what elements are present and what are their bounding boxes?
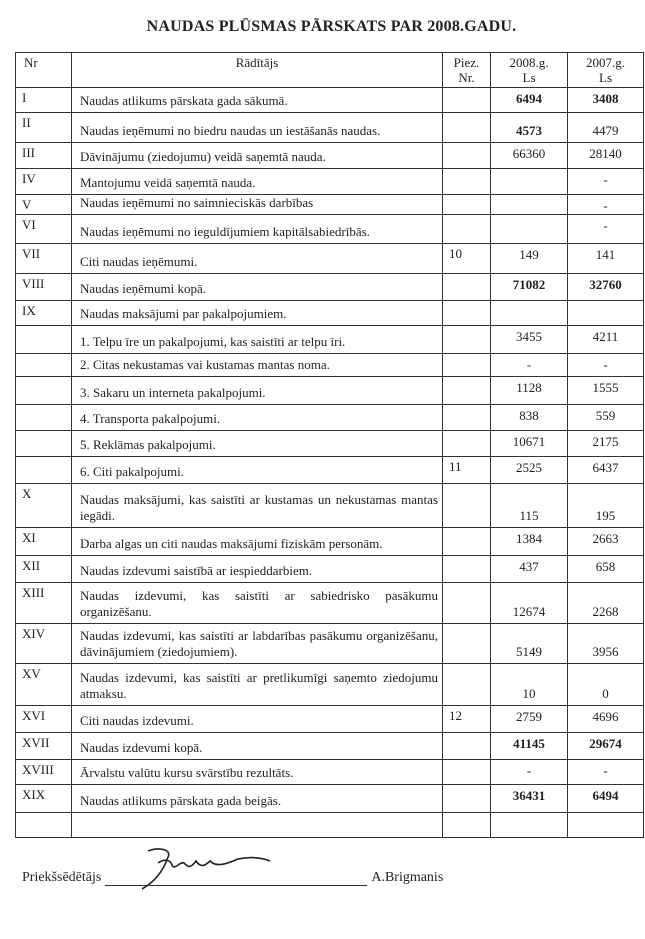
- row-note: [443, 813, 491, 838]
- value-2008: [491, 195, 568, 215]
- row-number: VIII: [16, 274, 72, 301]
- table-row: [16, 113, 644, 143]
- row-number: VI: [16, 215, 72, 244]
- value-2007: -: [568, 215, 644, 244]
- table-row: [16, 377, 644, 405]
- row-number: III: [16, 143, 72, 169]
- table-row: [16, 624, 644, 664]
- row-number: XIX: [16, 785, 72, 813]
- row-description: Naudas ieņēmumi kopā.: [72, 274, 443, 301]
- value-2008: 149: [491, 244, 568, 274]
- header-2008-line1: 2008.g.: [509, 55, 549, 70]
- value-2008: 5149: [491, 624, 568, 664]
- row-number: II: [16, 113, 72, 143]
- signature-underline: [105, 871, 367, 886]
- value-2007: [568, 813, 644, 838]
- signature-line: [22, 870, 443, 886]
- value-2008: 4573: [491, 113, 568, 143]
- row-note: 12: [443, 706, 491, 733]
- value-2008: 10: [491, 664, 568, 706]
- row-number: [16, 354, 72, 377]
- table-row: [16, 274, 644, 301]
- row-description: 2. Citas nekustamas vai kustamas mantas noma.: [72, 354, 443, 377]
- row-number: VII: [16, 244, 72, 274]
- row-note: [443, 664, 491, 706]
- row-description: Naudas izdevumi kopā.: [72, 733, 443, 760]
- row-description: 4. Transporta pakalpojumi.: [72, 405, 443, 431]
- value-2008: 437: [491, 556, 568, 583]
- table-row: [16, 583, 644, 624]
- header-2007-line2: Ls: [599, 70, 612, 85]
- value-2007: 28140: [568, 143, 644, 169]
- signatory-role: Priekšsēdētājs: [22, 870, 102, 885]
- row-number: [16, 457, 72, 484]
- table-row: [16, 88, 644, 113]
- table-row: [16, 215, 644, 244]
- row-number: [16, 405, 72, 431]
- row-description: Dāvinājumu (ziedojumu) veidā saņemtā nauda.: [72, 143, 443, 169]
- value-2007: -: [568, 169, 644, 195]
- header-2008-line2: Ls: [522, 70, 536, 85]
- row-description: Ārvalstu valūtu kursu svārstību rezultāts.: [72, 760, 443, 785]
- signatory-name: A.Brigmanis: [371, 870, 444, 885]
- table-row: [16, 556, 644, 583]
- row-number: [16, 326, 72, 354]
- row-description: Naudas atlikums pārskata gada beigās.: [72, 785, 443, 813]
- value-2008: 1384: [491, 528, 568, 556]
- value-2007: [568, 301, 644, 326]
- header-note-line2: Nr.: [458, 70, 475, 85]
- value-2008: 1128: [491, 377, 568, 405]
- row-number: [16, 813, 72, 838]
- table-row: [16, 785, 644, 813]
- row-description: Darba algas un citi naudas maksājumi fiziskām personām.: [72, 528, 443, 556]
- row-note: [443, 377, 491, 405]
- value-2007: 141: [568, 244, 644, 274]
- header-2007-line1: 2007.g.: [586, 55, 625, 70]
- table-row: [16, 457, 644, 484]
- table-row: [16, 664, 644, 706]
- row-description: Naudas maksājumi, kas saistīti ar kustamas un nekustamas mantas iegādi.: [72, 484, 443, 528]
- value-2008: 2759: [491, 706, 568, 733]
- row-description: Naudas ieņēmumi no saimnieciskās darbības: [72, 195, 443, 215]
- row-description: Naudas ieņēmumi no ieguldījumiem kapitālsabiedrībās.: [72, 215, 443, 244]
- row-note: [443, 484, 491, 528]
- value-2007: 3956: [568, 624, 644, 664]
- table-row: [16, 326, 644, 354]
- value-2007: -: [568, 354, 644, 377]
- value-2007: -: [568, 760, 644, 785]
- header-2007: [568, 53, 644, 88]
- value-2008: -: [491, 760, 568, 785]
- row-number: XVI: [16, 706, 72, 733]
- table-row: [16, 301, 644, 326]
- value-2008: [491, 813, 568, 838]
- value-2008: 838: [491, 405, 568, 431]
- value-2007: 658: [568, 556, 644, 583]
- row-description: 1. Telpu īre un pakalpojumi, kas saistīti ar telpu īri.: [72, 326, 443, 354]
- row-note: [443, 274, 491, 301]
- value-2008: 41145: [491, 733, 568, 760]
- row-description: Naudas izdevumi saistībā ar iespieddarbiem.: [72, 556, 443, 583]
- table-row: [16, 244, 644, 274]
- value-2007: 32760: [568, 274, 644, 301]
- row-number: XVIII: [16, 760, 72, 785]
- row-description: [72, 813, 443, 838]
- value-2007: 29674: [568, 733, 644, 760]
- cash-flow-table: [15, 52, 644, 838]
- header-2008: [491, 53, 568, 88]
- row-description: Naudas izdevumi, kas saistīti ar sabiedrisko pasākumu organizēšanu.: [72, 583, 443, 624]
- value-2007: 6494: [568, 785, 644, 813]
- header-note-line1: Piez.: [453, 55, 480, 70]
- row-description: 3. Sakaru un interneta pakalpojumi.: [72, 377, 443, 405]
- table-row: [16, 733, 644, 760]
- value-2007: 0: [568, 664, 644, 706]
- value-2008: 36431: [491, 785, 568, 813]
- value-2008: 66360: [491, 143, 568, 169]
- value-2007: 3408: [568, 88, 644, 113]
- row-description: Citi naudas izdevumi.: [72, 706, 443, 733]
- row-note: [443, 195, 491, 215]
- value-2008: 71082: [491, 274, 568, 301]
- table-row: [16, 169, 644, 195]
- value-2008: [491, 169, 568, 195]
- row-number: XI: [16, 528, 72, 556]
- value-2008: 3455: [491, 326, 568, 354]
- row-note: 11: [443, 457, 491, 484]
- table-row: [16, 813, 644, 838]
- value-2007: -: [568, 195, 644, 215]
- row-number: IX: [16, 301, 72, 326]
- row-number: I: [16, 88, 72, 113]
- row-note: [443, 785, 491, 813]
- row-description: Mantojumu veidā saņemtā nauda.: [72, 169, 443, 195]
- value-2007: 195: [568, 484, 644, 528]
- row-note: [443, 431, 491, 457]
- value-2007: 6437: [568, 457, 644, 484]
- value-2008: [491, 215, 568, 244]
- row-number: XVII: [16, 733, 72, 760]
- value-2007: 1555: [568, 377, 644, 405]
- value-2008: 12674: [491, 583, 568, 624]
- row-note: [443, 405, 491, 431]
- value-2008: 115: [491, 484, 568, 528]
- value-2007: 2663: [568, 528, 644, 556]
- value-2008: -: [491, 354, 568, 377]
- row-note: [443, 528, 491, 556]
- row-note: [443, 215, 491, 244]
- value-2008: 10671: [491, 431, 568, 457]
- row-note: 10: [443, 244, 491, 274]
- row-number: V: [16, 195, 72, 215]
- row-description: Naudas ieņēmumi no biedru naudas un iestāšanās naudas.: [72, 113, 443, 143]
- table-row: [16, 431, 644, 457]
- row-note: [443, 624, 491, 664]
- table-header-row: [16, 53, 644, 88]
- value-2008: [491, 301, 568, 326]
- value-2007: 4211: [568, 326, 644, 354]
- row-number: XII: [16, 556, 72, 583]
- row-description: Naudas izdevumi, kas saistīti ar labdarības pasākumu organizēšanu, dāvinājumiem (ziedojumiem).: [72, 624, 443, 664]
- row-note: [443, 113, 491, 143]
- header-nr: Nr: [16, 53, 72, 88]
- row-note: [443, 301, 491, 326]
- row-description: Naudas maksājumi par pakalpojumiem.: [72, 301, 443, 326]
- table-row: [16, 195, 644, 215]
- row-note: [443, 733, 491, 760]
- table-row: [16, 484, 644, 528]
- row-number: [16, 431, 72, 457]
- table-row: [16, 528, 644, 556]
- value-2008: 2525: [491, 457, 568, 484]
- value-2007: 4479: [568, 113, 644, 143]
- value-2008: 6494: [491, 88, 568, 113]
- row-number: XIV: [16, 624, 72, 664]
- header-indicator: Rādītājs: [72, 53, 443, 88]
- row-number: XV: [16, 664, 72, 706]
- table-row: [16, 405, 644, 431]
- value-2007: 2268: [568, 583, 644, 624]
- row-number: IV: [16, 169, 72, 195]
- row-note: [443, 583, 491, 624]
- table-row: [16, 143, 644, 169]
- row-note: [443, 143, 491, 169]
- header-note: [443, 53, 491, 88]
- value-2007: 559: [568, 405, 644, 431]
- table-row: [16, 354, 644, 377]
- value-2007: 2175: [568, 431, 644, 457]
- row-description: Citi naudas ieņēmumi.: [72, 244, 443, 274]
- row-note: [443, 169, 491, 195]
- row-note: [443, 760, 491, 785]
- row-number: XIII: [16, 583, 72, 624]
- row-number: X: [16, 484, 72, 528]
- table-row: [16, 760, 644, 785]
- row-note: [443, 556, 491, 583]
- row-description: Naudas atlikums pārskata gada sākumā.: [72, 88, 443, 113]
- value-2007: 4696: [568, 706, 644, 733]
- row-note: [443, 326, 491, 354]
- row-note: [443, 354, 491, 377]
- page-title: NAUDAS PLŪSMAS PĀRSKATS PAR 2008.GADU.: [146, 18, 517, 35]
- row-description: Naudas izdevumi, kas saistīti ar pretlikumīgi saņemto ziedojumu atmaksu.: [72, 664, 443, 706]
- row-description: 6. Citi pakalpojumi.: [72, 457, 443, 484]
- table-row: [16, 706, 644, 733]
- row-note: [443, 88, 491, 113]
- row-description: 5. Reklāmas pakalpojumi.: [72, 431, 443, 457]
- row-number: [16, 377, 72, 405]
